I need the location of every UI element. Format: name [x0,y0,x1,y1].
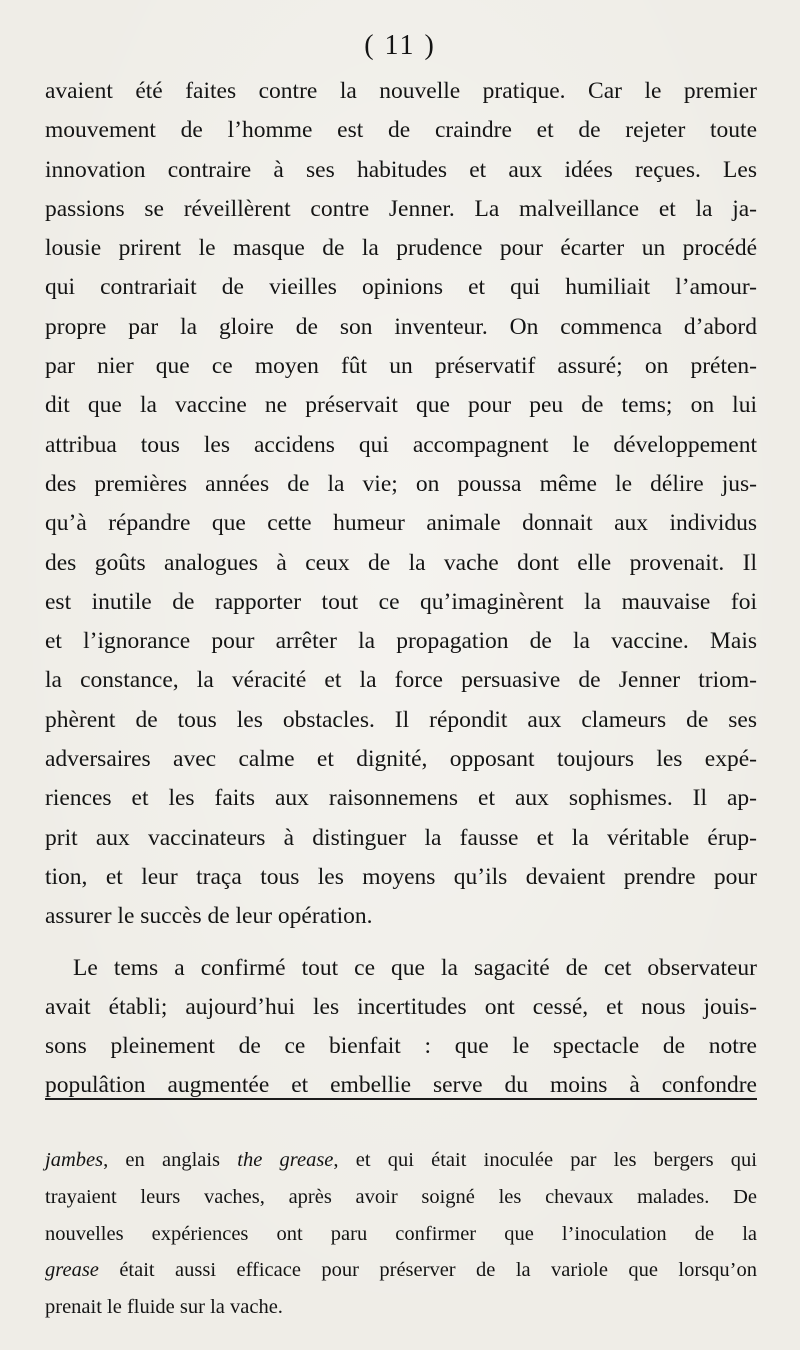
text-line: est inutile de rapporter tout ce qu’imaginèrent la mauvaise foi [45,588,757,615]
text-line: attribua tous les accidens qui accompagnent le développement [45,431,757,458]
text-line: propre par la gloire de son inventeur. On commenca d’abord [45,313,757,340]
text-line: avaient été faites contre la nouvelle pratique. Car le premier [45,78,757,104]
italic-word: grease [45,1259,99,1282]
text-line: et l’ignorance pour arrêter la propagation de la vaccine. Mais [45,628,757,655]
text-line: qui contrariait de vieilles opinions et qui humiliait l’amour- [45,274,757,301]
footnote-line: prenait le fluide sur la vache. [45,1296,283,1319]
text-line: la constance, la véracité et la force persuasive de Jenner triom- [45,667,757,694]
footnote-line: nouvelles expériences ont paru confirmer que l’inoculation de la [45,1222,757,1245]
text-line: lousie prirent le masque de la prudence pour écarter un procédé [45,235,757,262]
footnote-text: , en anglais [103,1149,238,1171]
footnote-divider [45,1098,757,1100]
footnote-text: était aussi efficace pour préserver de la variole que lorsqu’on [98,1259,757,1282]
text-line: tion, et leur traça tous les moyens qu’ils devaient prendre pour [45,863,757,890]
italic-phrase: the grease [237,1149,334,1171]
text-line: phèrent de tous les obstacles. Il répondit aux clameurs de ses [45,706,757,733]
page-number: ( 11 ) [364,30,436,61]
text-line: dit que la vaccine ne préservait que pour peu de tems; on lui [45,392,757,419]
text-line: adversaires avec calme et dignité, opposant toujours les expé- [45,746,757,773]
footnote-line [45,1252,757,1289]
text-line: sons pleinement de ce bienfait : que le spectacle de notre [45,1033,757,1060]
footnote-line: trayaient leurs vaches, après avoir soigné les chevaux malades. De [45,1185,757,1208]
text-line: des goûts analogues à ceux de la vache dont elle provenait. Il [45,549,757,576]
text-line: par nier que ce moyen fût un préservatif assuré; on préten- [45,353,757,380]
text-line: des premières années de la vie; on poussa même le délire jus- [45,470,757,497]
footnote-text: , et qui était inoculée par les bergers qui [333,1149,758,1171]
main-text [45,72,757,1106]
text-line: passions se réveillèrent contre Jenner. La malveillance et la ja- [45,195,757,222]
text-line: assurer le succès de leur opération. [45,903,373,930]
text-line: prit aux vaccinateurs à distinguer la fausse et la véritable érup- [45,824,757,851]
text-line: Le tems a confirmé tout ce que la sagacité de cet observateur [73,954,757,981]
text-line: populâtion augmentée et embellie serve du moins à confondre [45,1072,757,1099]
text-line: mouvement de l’homme est de craindre et de rejeter toute [45,117,757,144]
footnote [45,1142,757,1326]
italic-word: jambes [45,1149,104,1171]
footnote-line [45,1142,757,1179]
text-line: innovation contraire à ses habitudes et aux idées reçues. Les [45,156,757,183]
text-line: qu’à répandre que cette humeur animale donnait aux individus [45,510,757,537]
paragraph-gap [45,937,757,949]
text-line: riences et les faits aux raisonnemens et aux sophismes. Il ap- [45,785,757,812]
text-line: avait établi; aujourd’hui les incertitudes ont cessé, et nous jouis- [45,993,757,1020]
